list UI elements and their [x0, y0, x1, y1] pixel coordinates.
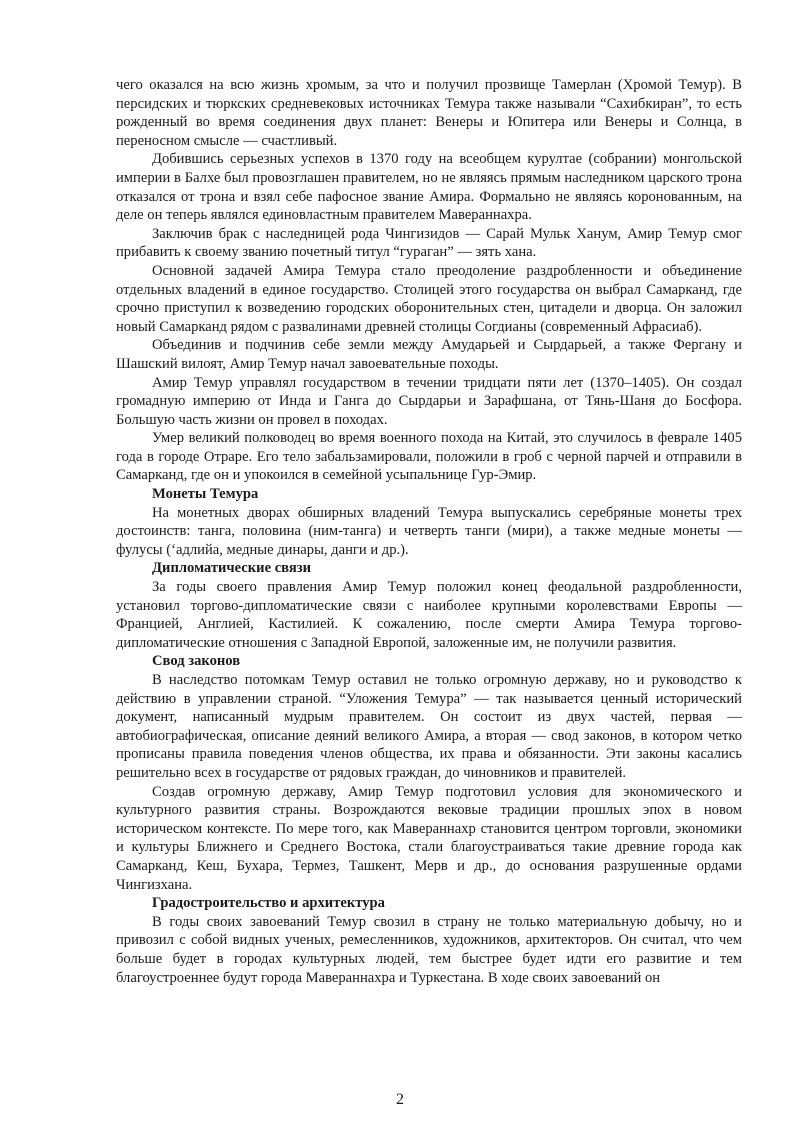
section-heading: Градостроительство и архитектура [152, 895, 385, 912]
paragraph: На монетных дворах обширных владений Темура выпускались серебряные монеты трех достоинств: танга, половина (ним-танга) и четверть танги (мири), а также медные монеты — фулусы (‘адлийа, медные динары, данги и др.). [116, 504, 742, 558]
paragraph: В годы своих завоеваний Темур свозил в страну не только материальную добычу, но и привозил с собой видных ученых, ремесленников, художников, архитекторов. Он считал, что чем больше будет в городах культурных людей, тем быстрее будет идти его развитие и тем благоустроеннее будут города Мавераннахра и Туркестана. В ходе своих завоеваний он [116, 913, 742, 986]
paragraph: За годы своего правления Амир Темур положил конец феодальной раздробленности, установил торгово-дипломатические связи с наиболее крупными королевствами Европы — Францией, Англией, Кастилией. К сожалению, после смерти Амира Темура торгово-дипломатические отношения с Западной Европой, заложенные им, не получили развития. [116, 579, 742, 651]
paragraph: В наследство потомкам Темур оставил не только огромную державу, но и руководство к действию в управлении страной. “Уложения Темура” — так называется ценный исторический документ, написанный мудрым правителем. Он состоит из двух частей, первая — автобиографическая, описание деяний великого Амира, а вторая — свод законов, в котором четко прописаны правила поведения членов общества, их права и обязанности. Эти законы касались решительно всех в государстве от рядовых граждан, до чиновников и правителей. [116, 672, 742, 781]
paragraph: Заключив брак с наследницей рода Чингизидов — Сарай Мульк Ханум, Амир Темур смог прибавить к своему званию почетный титул “гураган” — зять хана. [116, 225, 742, 261]
paragraph: Основной задачей Амира Темура стало преодоление раздробленности и объединение отдельных владений в единое государство. Столицей этого государства он выбрал Самарканд, где срочно приступил к возведению городских оборонительных стен, цитадели и дворца. Он заложил новый Самарканд рядом с развалинами древней столицы Согдианы (современный Афрасиаб). [116, 262, 742, 335]
paragraph: Амир Темур управлял государством в течении тридцати пяти лет (1370–1405). Он создал громадную империю от Инда и Ганга до Сырдарьи и Зарафшана, от Тянь-Шаня до Босфора. Большую часть жизни он провел в походах. [116, 374, 742, 428]
paragraph: Умер великий полководец во время военного похода на Китай, это случилось в феврале 1405 года в городе Отраре. Его тело забальзамировали, положили в гроб с черной парчей и отправили в Самарканд, где он и упокоился в семейной усыпальнице Гур-Эмир. [116, 430, 742, 484]
paragraph: чего оказался на всю жизнь хромым, за что и получил прозвище Тамерлан (Хромой Темур). В персидских и тюркских средневековых источниках Темура также называли “Сахибкиран”, то есть рожденный во время соединения двух планет: Венеры и Юпитера или Венеры и Солнца, в переносном смысле — счастливый. [116, 77, 742, 149]
document-body [116, 76, 742, 987]
paragraph: Объединив и подчинив себе земли между Амударьей и Сырдарьей, а также Фергану и Шашский вилоят, Амир Темур начал завоевательные походы. [116, 337, 742, 372]
paragraph: Создав огромную державу, Амир Темур подготовил условия для экономического и культурного развития страны. Возрождаются вековые традиции прошлых эпох в новом историческом контексте. По мере того, как Мавераннахр становится центром торговли, экономики и культуры Ближнего и Среднего Востока, стали благоустраиваться такие древние города как Самарканд, Кеш, Бухара, Термез, Ташкент, Мерв и др., до основания разрушенные ордами Чингизхана. [116, 783, 742, 893]
page-number: 2 [396, 1091, 404, 1108]
section-heading: Свод законов [152, 653, 241, 670]
section-heading: Дипломатические связи [152, 560, 312, 577]
paragraph: Добившись серьезных успехов в 1370 году на всеобщем курултае (собрании) монгольской империи в Балхе был провозглашен правителем, но не являясь прямым наследником царского трона отказался от трона и взял себе пафосное звание Амира. Формально не являясь коронованным, на деле он теперь являлся единовластным правителем Мавераннахра. [116, 151, 742, 224]
section-heading: Монеты Темура [152, 486, 259, 503]
